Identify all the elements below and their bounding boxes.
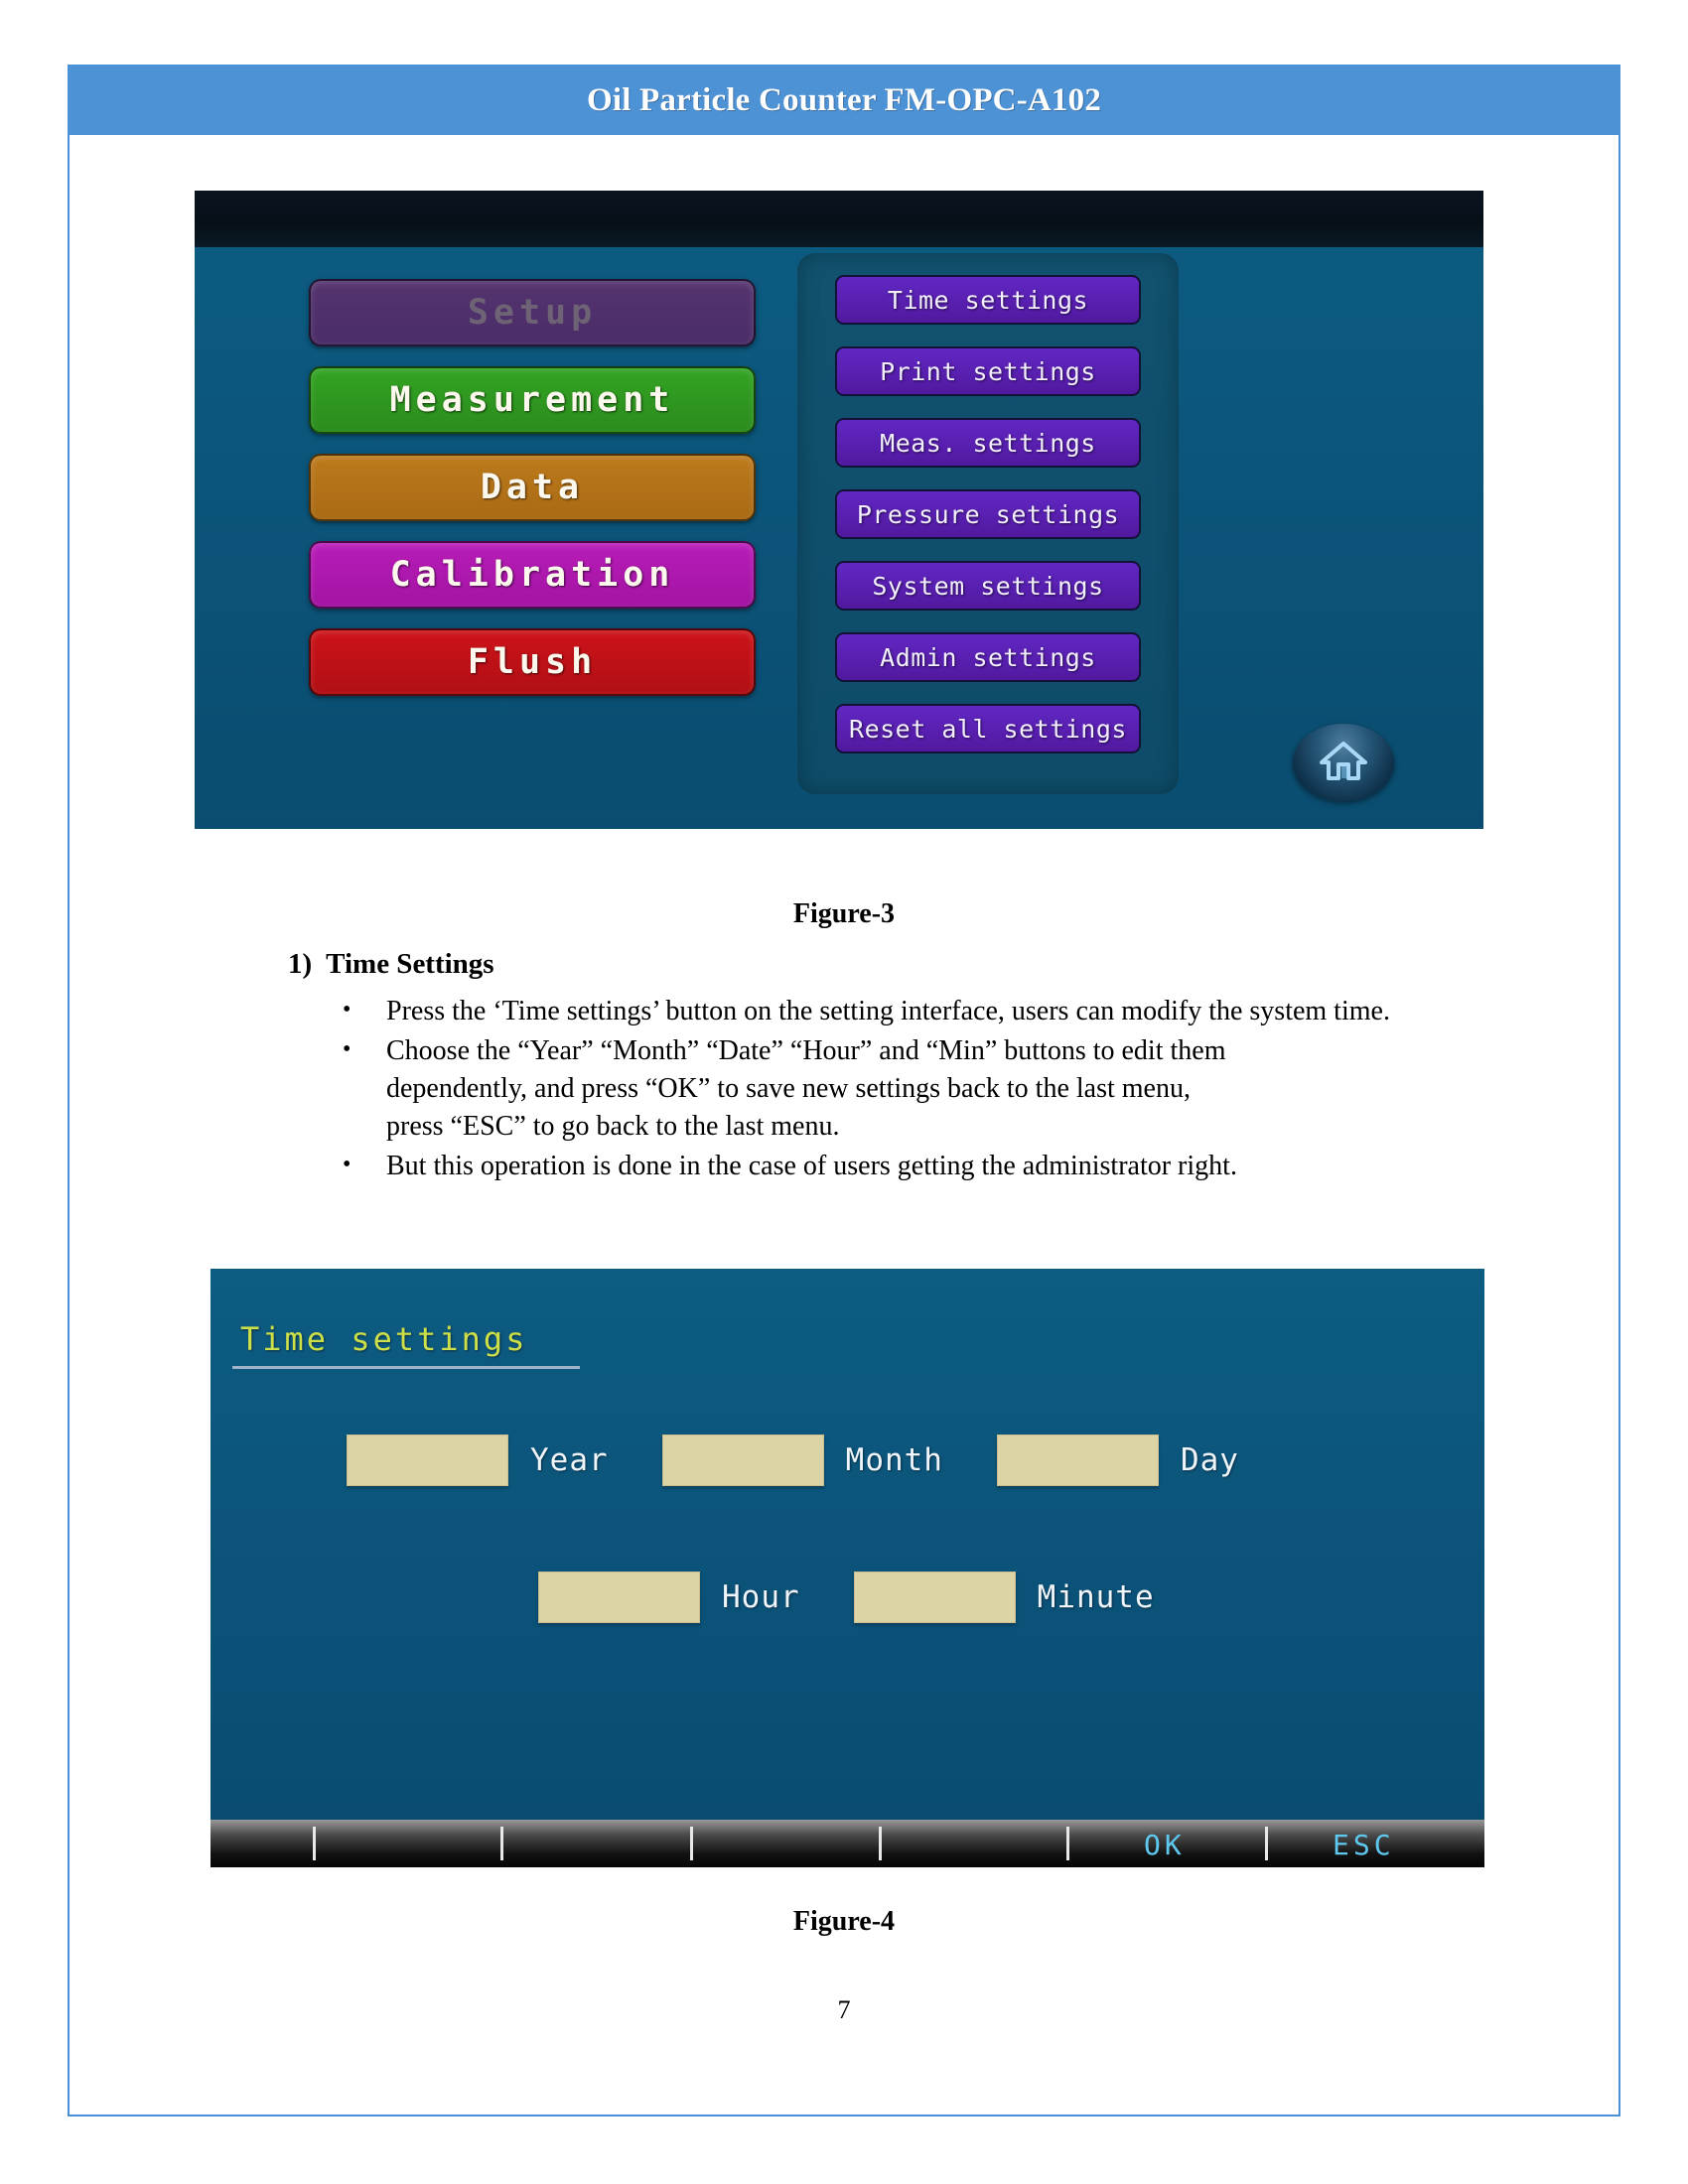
menu-button-measurement-label: Measurement [389,380,675,420]
settings-panel [797,253,1179,794]
bullet-line: But this operation is done in the case of users getting the administrator right. [386,1151,1237,1182]
header-banner [69,66,1619,135]
menu-button-data-label: Data [480,468,585,507]
month-input[interactable] [662,1434,824,1486]
bullet-line: Press the ‘Time settings’ button on the setting interface, users can modify [386,996,1202,1026]
bullet-text [386,1148,1460,1185]
bullet-text [386,1032,1460,1146]
softkey-bar [211,1820,1484,1867]
menu-button-calibration-label: Calibration [389,555,675,595]
settings-button-reset-all[interactable] [835,704,1141,753]
softkey-separator [500,1827,503,1860]
bullet-line: dependently, and press “OK” to save new settings back to the last menu, [386,1073,1191,1105]
year-label: Year [530,1442,609,1478]
date-field-row [347,1434,1239,1486]
menu-button-flush-label: Flush [467,642,598,682]
section-number: 1) [288,948,313,980]
settings-button-system[interactable] [835,561,1141,611]
figure3-caption: Figure-3 [792,898,896,929]
menu-button-flush[interactable] [309,628,756,696]
softkey-separator [1265,1827,1268,1860]
section-bullets [343,993,1460,1187]
softkey-separator [879,1827,882,1860]
menu-button-measurement[interactable] [309,366,756,434]
hour-label: Hour [722,1579,800,1615]
time-field-row [538,1571,1155,1623]
settings-button-meas[interactable] [835,418,1141,468]
settings-button-admin[interactable] [835,632,1141,682]
section-heading [288,948,494,981]
settings-button-meas-label: Meas. settings [880,428,1096,458]
menu-button-calibration[interactable] [309,541,756,609]
menu-button-setup-label: Setup [467,293,598,333]
section-heading-label: Time Settings [326,948,494,980]
settings-button-print[interactable] [835,346,1141,396]
softkey-esc[interactable]: ESC [1333,1829,1395,1861]
bullet-line: Choose the “Year” “Month” “Date” “Hour” and “Min” buttons to edit them [386,1035,1226,1067]
figure4-screenshot [211,1269,1484,1867]
settings-button-system-label: System settings [872,571,1104,601]
bullet-text [386,993,1460,1030]
softkey-separator [1066,1827,1069,1860]
bullet-item [343,993,1460,1030]
day-label: Day [1180,1442,1239,1478]
bullet-line: the system time. [1208,996,1390,1026]
softkey-ok[interactable]: OK [1144,1829,1186,1861]
device-status-bar [195,191,1483,247]
home-icon [1318,738,1369,788]
figure3-screenshot [195,191,1483,829]
settings-button-print-label: Print settings [880,356,1096,386]
settings-button-reset-all-label: Reset all settings [849,714,1127,744]
menu-button-data[interactable] [309,454,756,521]
menu-button-setup[interactable] [309,279,756,346]
softkey-separator [690,1827,693,1860]
settings-button-admin-label: Admin settings [880,642,1096,672]
page-number: 7 [837,1995,851,2024]
year-input[interactable] [347,1434,508,1486]
hour-input[interactable] [538,1571,700,1623]
title-underline [232,1366,580,1369]
page-title: Oil Particle Counter FM-OPC-A102 [586,81,1102,118]
figure4-caption: Figure-4 [792,1906,896,1937]
bullet-dot-icon: • [343,1036,352,1063]
minute-input[interactable] [854,1571,1016,1623]
settings-button-time[interactable] [835,275,1141,325]
home-button[interactable] [1293,724,1394,801]
device-main-area [195,247,1483,829]
settings-button-pressure-label: Pressure settings [856,499,1120,529]
month-label: Month [845,1442,943,1478]
settings-button-time-label: Time settings [887,285,1089,315]
bullet-line: press “ESC” to go back to the last menu. [386,1111,840,1143]
day-input[interactable] [997,1434,1159,1486]
bullet-item [343,1148,1460,1185]
bullet-dot-icon: • [343,1152,352,1178]
main-menu-column [309,279,756,716]
settings-button-pressure[interactable] [835,489,1141,539]
softkey-separator [313,1827,316,1860]
bullet-dot-icon: • [343,997,352,1023]
minute-label: Minute [1037,1579,1155,1615]
time-settings-title: Time settings [240,1320,528,1358]
bullet-item [343,1032,1460,1146]
